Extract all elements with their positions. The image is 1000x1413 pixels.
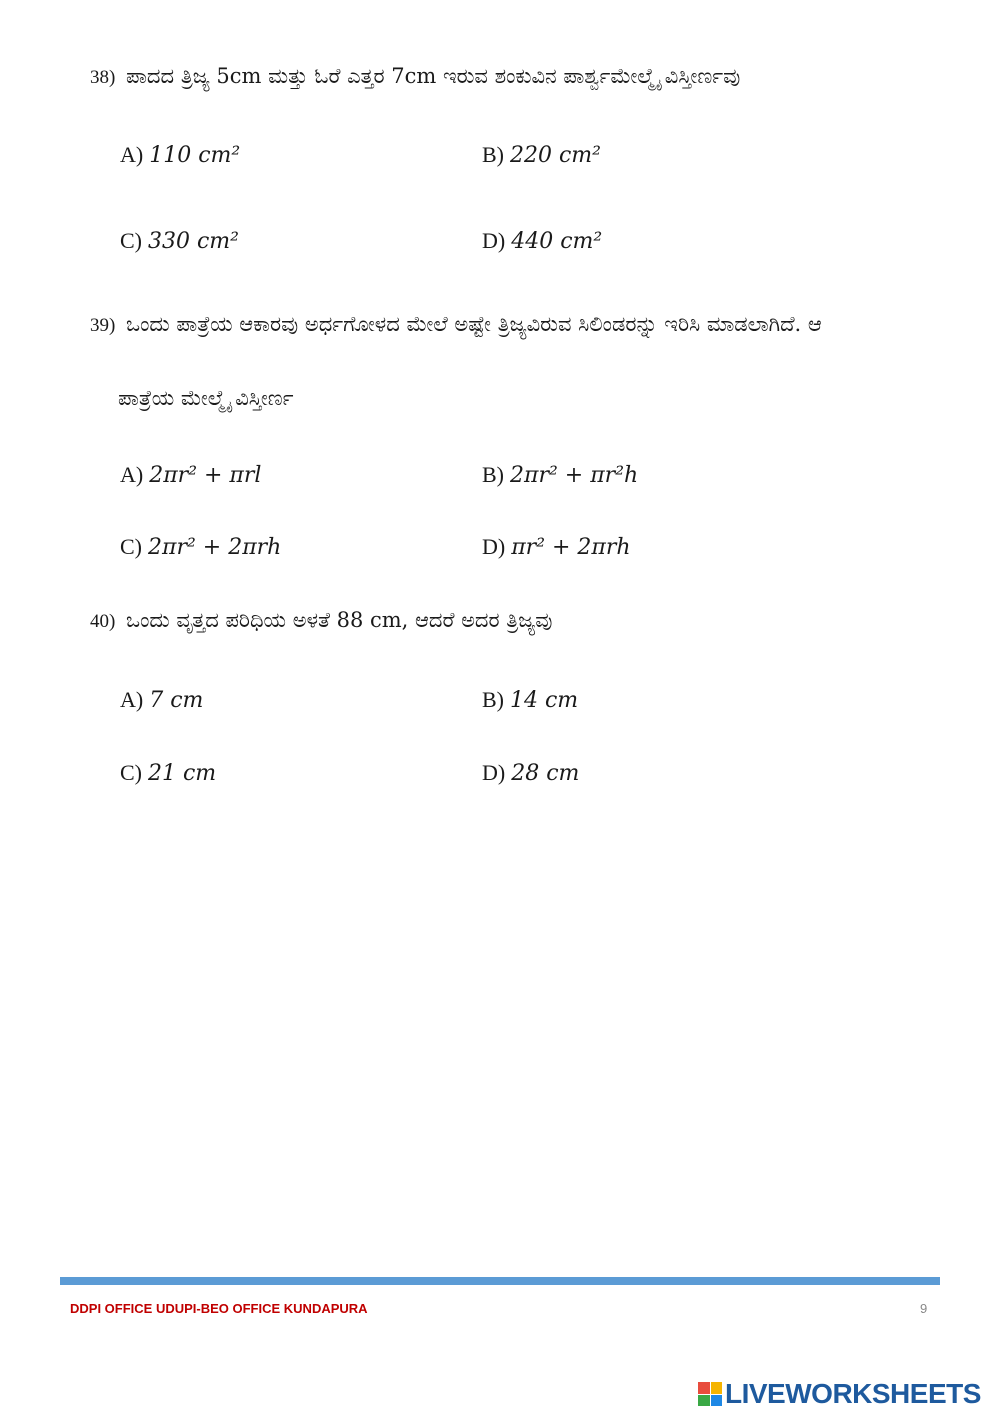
option-value: 220 cm² xyxy=(510,143,601,168)
option-value: 2πr² + πr²h xyxy=(510,463,639,488)
option-label: B) xyxy=(482,142,504,167)
option-label: B) xyxy=(482,462,504,487)
option-value: πr² + 2πrh xyxy=(511,535,631,560)
option-value: 440 cm² xyxy=(511,229,603,254)
question-text: ಪಾದದ ತ್ರಿಜ್ಯ 5cm ಮತ್ತು ಓರೆ ಎತ್ತರ 7cm ಇರುವ ಶಂಕುವಿನ ಪಾರ್ಶ್ವಮೇಲ್ಮೈ ವಿಸ್ತೀರ್ಣವು xyxy=(126,64,741,88)
question-number: 39) xyxy=(90,315,116,336)
option-b[interactable] xyxy=(482,687,578,713)
liveworksheets-logo-icon xyxy=(698,1382,722,1406)
brand-name: LIVEWORKSHEETS xyxy=(725,1378,981,1409)
option-label: A) xyxy=(120,142,144,167)
option-d[interactable] xyxy=(482,760,579,786)
question-number: 40) xyxy=(90,611,116,632)
option-value: 28 cm xyxy=(511,761,580,786)
question-38 xyxy=(90,66,740,87)
option-label: A) xyxy=(120,462,144,487)
question-text: ಒಂದು ಪಾತ್ರೆಯ ಆಕಾರವು ಅರ್ಧಗೋಳದ ಮೇಲೆ ಅಷ್ಟೇ ತ್ರಿಜ್ಯವಿರುವ ಸಿಲಿಂಡರನ್ನು ಇರಿಸಿ ಮಾಡಲಾಗಿದೆ. ಆ xyxy=(126,312,822,336)
option-c[interactable] xyxy=(120,534,281,560)
page-number: 9 xyxy=(920,1301,928,1316)
option-value: 2πr² + 2πrh xyxy=(148,535,282,560)
option-label: B) xyxy=(482,687,504,712)
option-label: C) xyxy=(120,760,142,785)
option-a[interactable] xyxy=(120,687,203,713)
option-label: D) xyxy=(482,228,506,253)
option-label: C) xyxy=(120,228,142,253)
option-value: 110 cm² xyxy=(149,143,241,168)
footer-office: DDPI OFFICE UDUPI-BEO OFFICE KUNDAPURA xyxy=(70,1301,368,1316)
question-40 xyxy=(90,610,552,631)
option-label: D) xyxy=(482,534,506,559)
option-d[interactable] xyxy=(482,534,631,560)
option-label: D) xyxy=(482,760,506,785)
option-b[interactable] xyxy=(482,462,638,488)
option-value: 21 cm xyxy=(148,761,217,786)
question-text-continued: ಪಾತ್ರೆಯ ಮೇಲ್ಮೈ ವಿಸ್ತೀರ್ಣ xyxy=(118,386,294,410)
option-c[interactable] xyxy=(120,760,216,786)
option-label: C) xyxy=(120,534,142,559)
option-a[interactable] xyxy=(120,462,261,488)
question-number: 38) xyxy=(90,67,116,88)
option-value: 14 cm xyxy=(510,688,579,713)
option-label: A) xyxy=(120,687,144,712)
question-39 xyxy=(90,314,822,335)
question-text: ಒಂದು ವೃತ್ತದ ಪರಿಧಿಯ ಅಳತೆ 88 cm, ಆದರೆ ಅದರ ತ್ರಿಜ್ಯವು xyxy=(126,608,553,632)
option-value: 2πr² + πrl xyxy=(149,463,262,488)
option-a[interactable] xyxy=(120,142,240,168)
option-b[interactable] xyxy=(482,142,601,168)
footer-divider xyxy=(60,1277,940,1285)
option-value: 330 cm² xyxy=(148,229,239,254)
option-value: 7 cm xyxy=(149,688,204,713)
option-d[interactable] xyxy=(482,228,602,254)
option-c[interactable] xyxy=(120,228,239,254)
brand-watermark[interactable] xyxy=(698,1378,981,1410)
